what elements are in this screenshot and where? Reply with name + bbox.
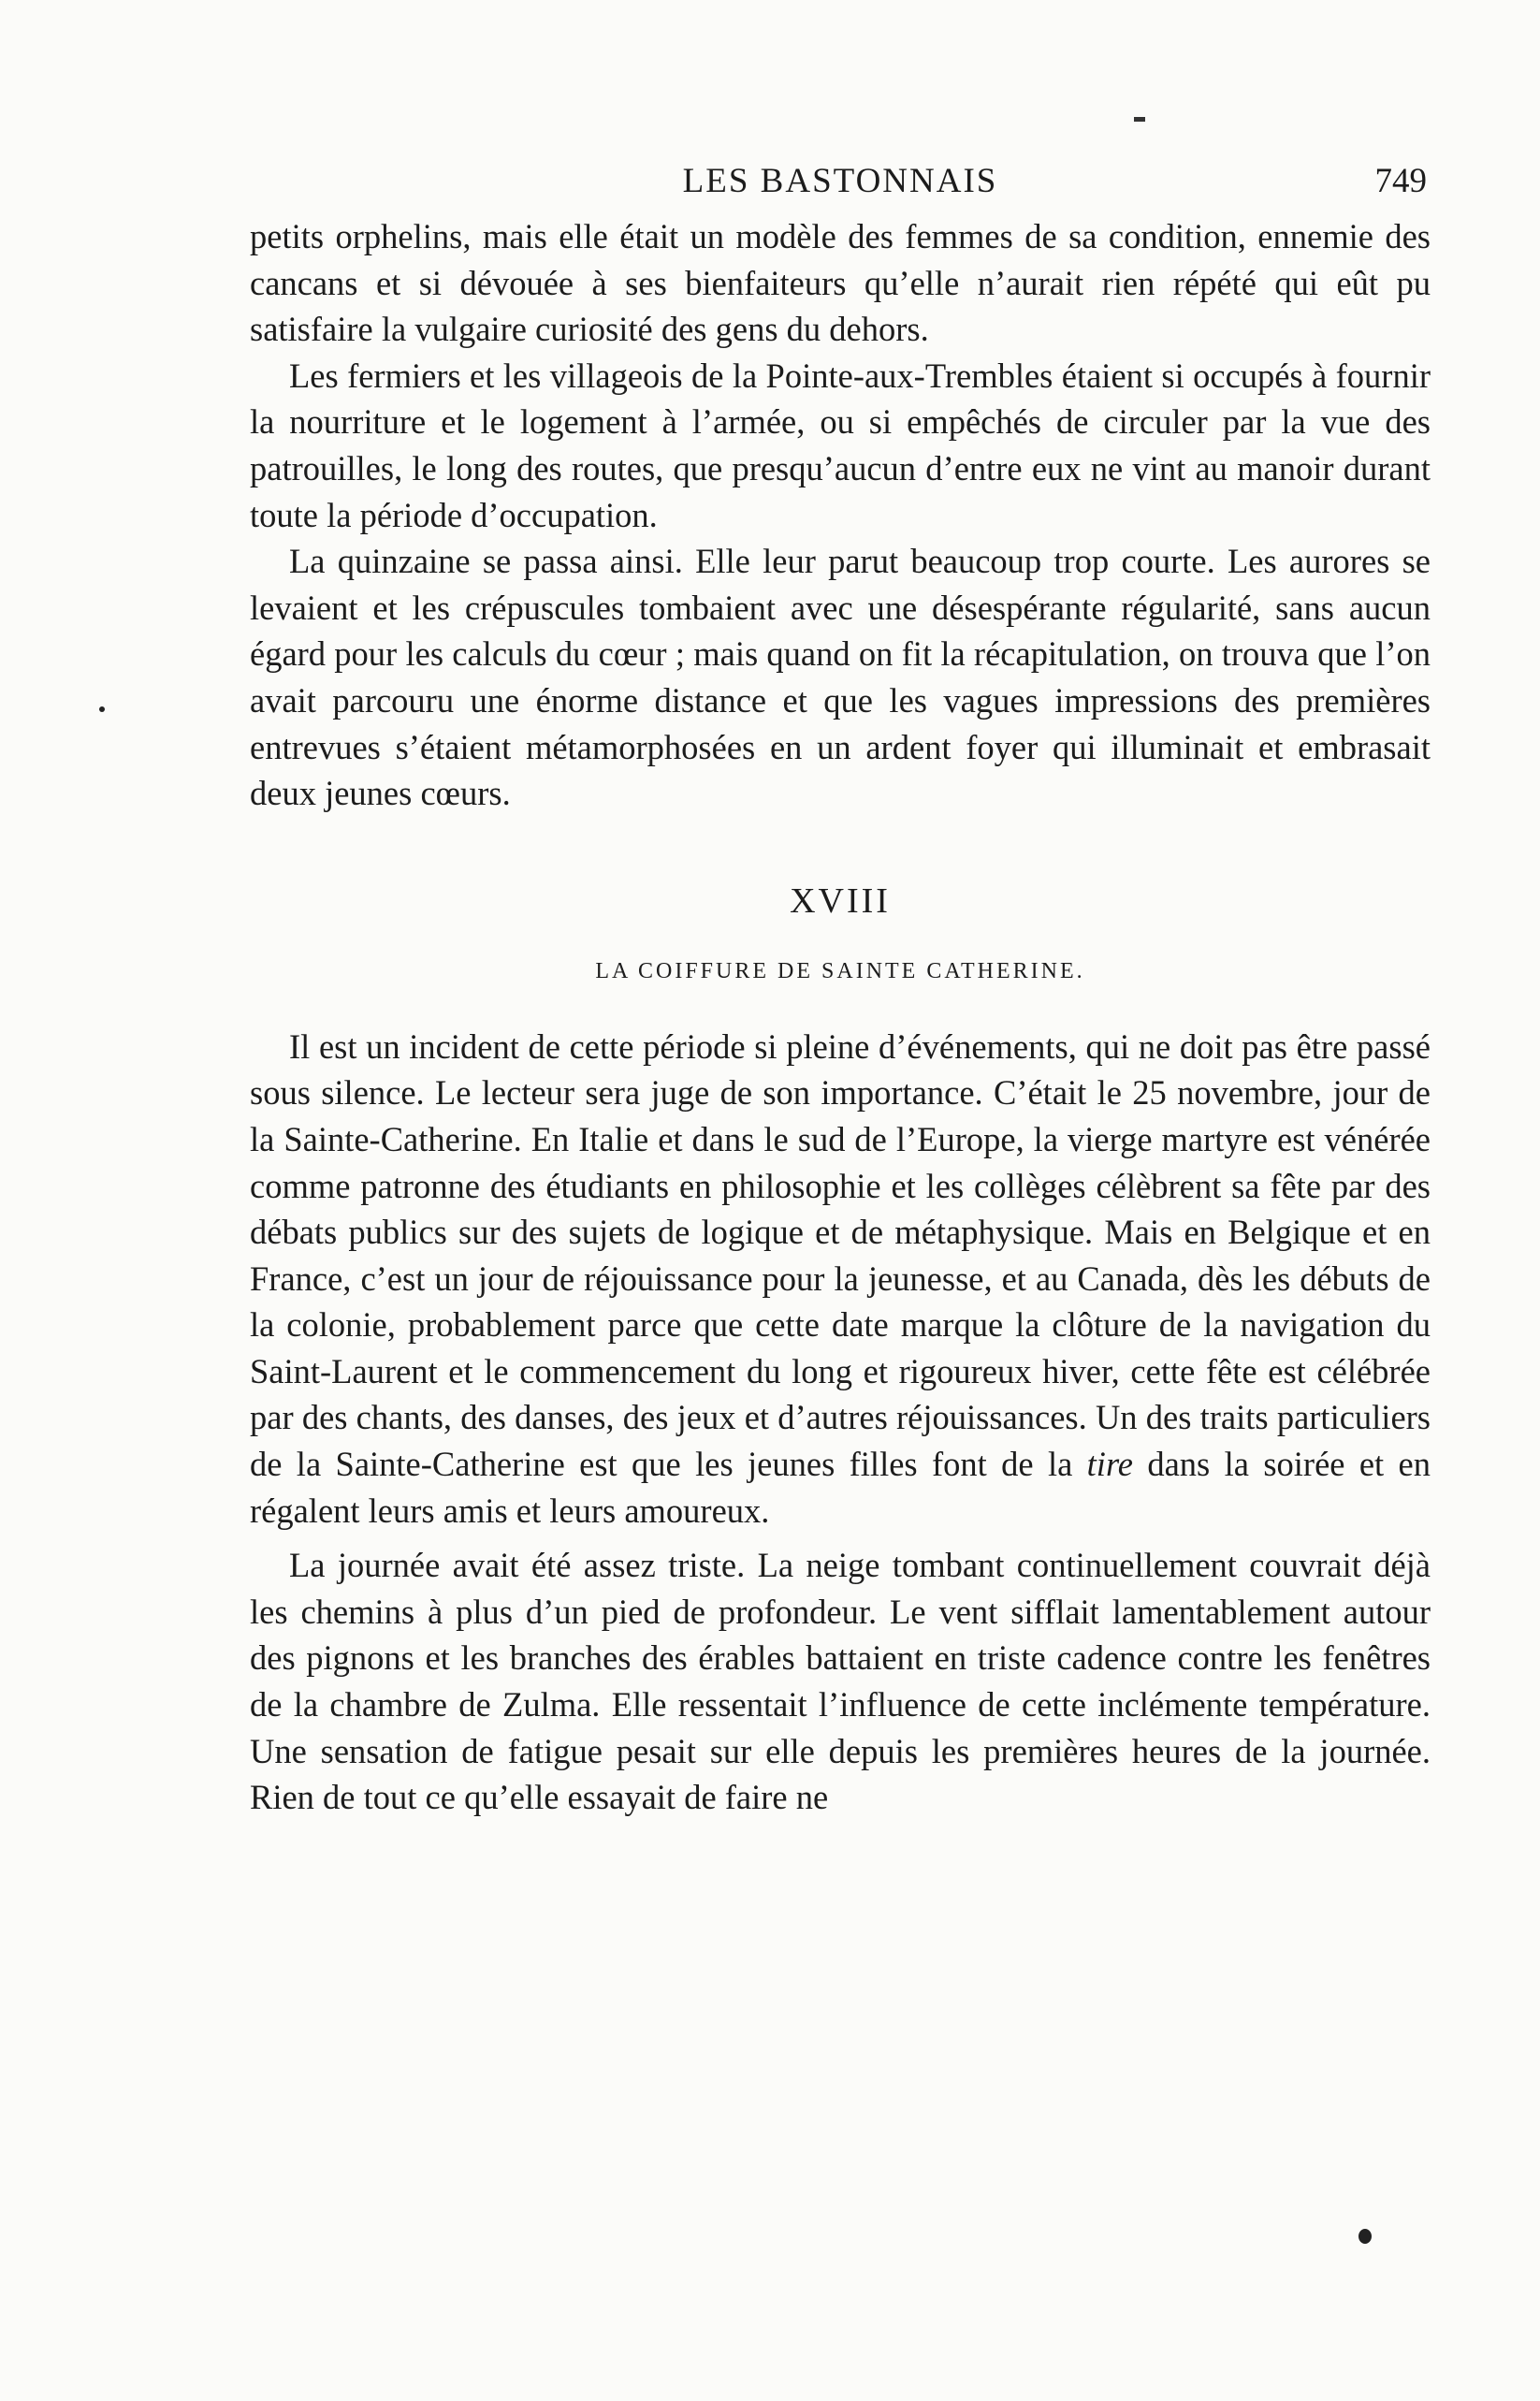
chapter-number: XVIII (790, 880, 891, 921)
italic-word: tire (1086, 1445, 1133, 1484)
chapter-title: LA COIFFURE DE SAINTE CATHERINE. (595, 958, 1085, 983)
scan-mark (1134, 117, 1145, 122)
page-number: 749 (1374, 162, 1427, 200)
paragraph-incident (250, 1024, 1431, 1535)
paragraph-fortnight: La quinzaine se passa ainsi. Elle leur parut beaucoup trop courte. Les aurores se levaient et les crépuscules tombaient avec une désespérante régularité, sans aucun égard pour les calculs du cœur ; mais quand on fit la récapitulation, on trouva que l’on avait parcouru une énorme distance et que les vagues impressions des premières entrevues s’étaient métamorphosées en un ardent foyer qui illuminait et embrasait deux jeunes cœurs. (250, 542, 1431, 813)
paragraph-farmers: Les fermiers et les villageois de la Pointe-aux-Trembles étaient si occupés à fournir la nourriture et le logement à l’armée, ou si empêchés de circuler par la vue des patrouilles, le long des routes, que presqu’aucun d’entre eux ne vint au manoir durant toute la période d’occupation. (250, 356, 1431, 534)
paragraph-continued: petits orphelins, mais elle était un modèle des femmes de sa condition, ennemie des cancans et si dévouée à ses bienfaiteurs qu’elle n’aurait rien répété qui eût pu satisfaire la vulgaire curiosité des gens du dehors. (250, 217, 1431, 349)
running-head (250, 157, 1431, 213)
running-title: LES BASTONNAIS (682, 162, 998, 200)
paragraph-sad-day: La journée avait été assez triste. La neige tombant continuellement couvrait déjà les chemins à plus d’un pied de profondeur. Le vent sifflait lamentablement autour des pignons et les branches des érables battaient en triste cadence contre les fenêtres de la chambre de Zulma. Elle ressentait l’influence de cette inclémente température. Une sensation de fatigue pesait sur elle depuis les premières heures de la journée. Rien de tout ce qu’elle essayait de faire ne (250, 1546, 1431, 1817)
paragraph-incident-text-end: dans la soirée et en régalent leurs amis et leurs amoureux. (250, 1445, 1431, 1530)
scan-speck (99, 706, 105, 712)
book-page (250, 157, 1431, 1821)
paragraph-incident-text-start: Il est un incident de cette période si pleine d’événements, qui ne doit pas être passé sous silence. Le lecteur sera juge de son importance. C’était le 25 novembre, jour de la Sainte-Catherine. En Italie et dans le sud de l’Europe, la vierge martyre est vénérée comme patronne des étudiants en philosophie et les collèges célèbrent sa fête par des débats publics sur des sujets de logique et de métaphysique. Mais en Belgique et en France, c’est un jour de réjouissance pour la jeunesse, et au Canada, dès les débuts de la colonie, probablement parce que cette date marque la clôture de la navigation du Saint-Laurent et le commencement du long et rigoureux hiver, cette fête est célébrée par des chants, des danses, des jeux et d’autres réjouissances. Un des traits particuliers de la Sainte-Catherine est que les jeunes filles font de la (250, 1026, 1431, 1484)
scan-speck (1358, 2229, 1372, 2244)
